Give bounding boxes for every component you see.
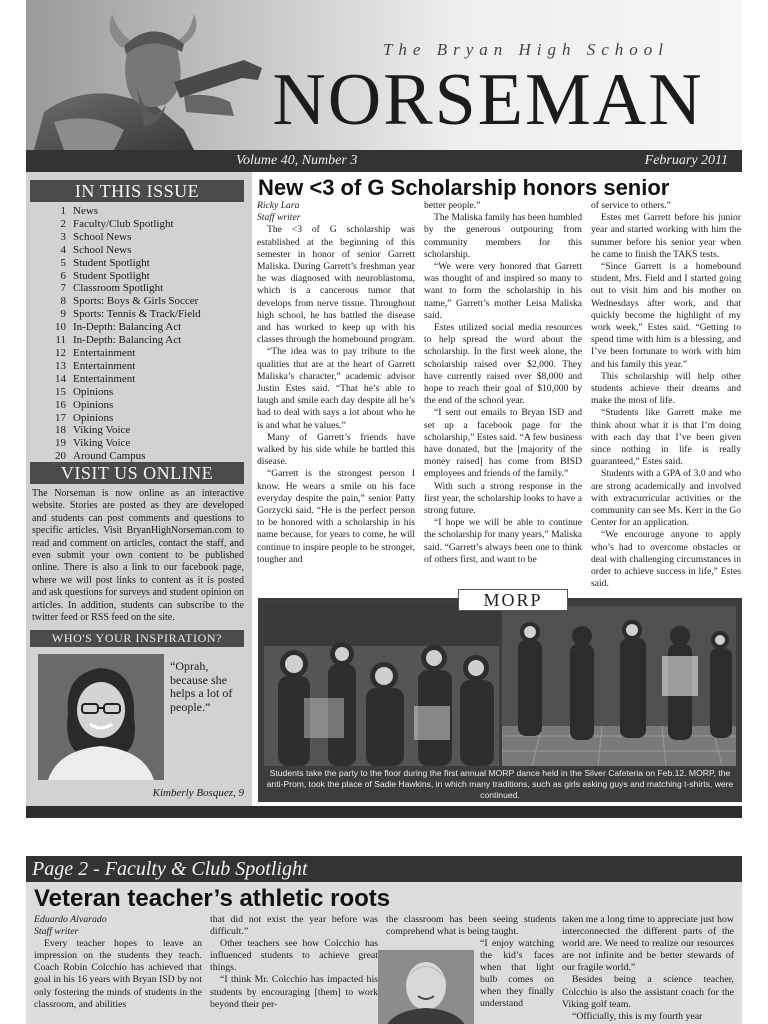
story-paragraph: With such a strong response in the first year, the scholarship looks to have a strong future. [424,480,582,517]
toc-item [46,399,246,412]
toc-label: In-Depth: Balancing Act [73,334,182,347]
toc-label: Student Spotlight [73,256,150,269]
toc-item [46,295,246,308]
toc-label: Entertainment [73,372,136,385]
story-paragraph: Estes met Garrett before his junior year and started working with him the summer before his senior year when he came to finish the TAKS tests. [591,212,741,260]
online-description: The Norseman is now online as an interactive website. Stories are posted as they are developed and students can post comments and questions to specific articles. Visit BryanHighNorseman.com to read and comment on articles, contact the staff, and even submit your own content to be published online. There is also a link to our facebook page, where we will post links to content as it is posted and ask questions for surveys and student opinion on articles. In addition, students can subscribe to the twitter feed or RSS feed on the site. [32,488,244,624]
toc-page-number: 10 [55,321,66,334]
story-paragraph: better people.” [424,200,481,211]
page-2-headline: Veteran teacher’s athletic roots [34,885,391,912]
coach-portrait-image [378,950,474,1024]
toc-page-number: 2 [60,217,66,230]
newspaper-name: NORSEMAN [272,59,704,141]
page-2-preview [26,856,742,1024]
morp-label: MORP [458,589,568,611]
toc-page-number: 16 [55,398,66,411]
viking-statue-image [34,12,264,150]
toc-label: Classroom Spotlight [73,282,164,295]
page-2-column-4 [562,914,734,1023]
page-2-column-2 [210,914,378,1011]
toc-item [46,360,246,373]
toc-label: Entertainment [73,359,136,372]
story-paragraph: Students with a GPA of 3.0 and who are strong academically and involved with extracurricular activities or the community can see Ms. Kerr in the Go Center for an application. [591,468,741,529]
story-author: Ricky Lara [257,200,300,211]
toc-label: School News [73,230,132,243]
toc-page-number: 12 [55,346,66,359]
toc-page-number: 7 [60,282,66,295]
page-2-column-3-text: the classroom has been seeing students comprehend what is being taught. [386,914,556,938]
toc-label: Viking Voice [73,437,131,450]
toc-item [46,437,246,450]
page-2-column-2-text-c: “I think Mr. Colcchio has impacted his students by encouraging [them] to work beyond their per- [210,974,378,1010]
masthead-kicker: The Bryan High School [382,40,670,59]
inspiration-heading: WHO'S YOUR INSPIRATION? [30,630,244,647]
toc-page-number: 5 [60,256,66,269]
story-author-role: Staff writer [257,212,301,224]
toc-page-number: 11 [55,334,66,347]
toc-page-number: 4 [60,243,66,256]
story-column-2-text [424,200,582,566]
front-page [26,0,742,818]
page-2-column-2-text-b: Other teachers see how Colcchio has influenced students to achieve great things. [210,938,378,974]
story-paragraph: The <3 of G scholarship was established at the beginning of this semester in honor of senior Garrett Maliska. During Garrett’s freshman year he was diagnosed with neuroblastoma, which is a cancerous tumor that develops from nerve tissue. Throughout high school, he has battled the disease and has worked to keep up with his classes through the homebound program. [257,224,415,346]
dance-photo-left [264,606,499,766]
story-paragraph: of service to others.” [591,200,671,211]
toc-label: In-Depth: Balancing Act [73,321,182,334]
story-paragraph: “I hope we will be able to continue the scholarship for many years,” Maliska said. “Garrett’s always been one to think of others first, and want to be [424,517,582,565]
toc-label: Viking Voice [73,424,131,437]
toc-item [46,424,246,437]
toc-page-number: 9 [60,308,66,321]
story-paragraph: “Students like Garrett make me think about what it is that I’m doing with each day that I’ve been given since nothing in life is really guaranteed,” Estes said. [591,407,741,468]
toc-page-number: 15 [55,385,66,398]
page-2-column-1-text: Every teacher hopes to leave an impression on the students they teach. Coach Robin Colcchio has achieved that goal in his 16 years with Bryan ISD by not only fostering the minds of students in the classroom, and abilities [34,938,202,1010]
toc-page-number: 3 [60,230,66,243]
toc-label: Sports: Boys & Girls Soccer [73,295,199,308]
toc-label: Sports: Tennis & Track/Field [73,308,201,321]
volume-number: Volume 40, Number 3 [236,153,358,168]
story-paragraph: “We were very honored that Garrett was thought of and inspired so many to want to form the scholarship in his name,” Garrett’s mother Leisa Maliska said. [424,261,582,321]
toc-page-number: 6 [60,269,66,282]
story-column-1-text [257,224,415,566]
story-paragraph: “I sent out emails to Bryan ISD and set up a facebook page for the scholarship,” Estes said. “A few business have donated, but the [majority of the money raised] has come from BISD employees and friends of the family.” [424,407,583,480]
in-this-issue-heading: IN THIS ISSUE [30,180,244,202]
dance-photo-right [502,606,736,766]
toc-item [46,244,246,257]
page-2-column-3 [386,914,556,938]
toc-item [46,334,246,347]
toc-page-number: 13 [55,359,66,372]
toc-item [46,386,246,399]
issue-date: February 2011 [644,153,728,168]
toc-item [46,347,246,360]
page-2-section-bar: Page 2 - Faculty & Club Spotlight [26,856,742,882]
toc-page-number: 14 [55,372,66,385]
toc-page-number: 1 [60,205,66,217]
toc-label: Student Spotlight [73,269,150,282]
toc-page-number: 18 [55,424,66,437]
story-paragraph: “Since Garrett is a homebound student, Mrs. Field and I started going out to visit him and his mother on Wednesdays after work, and that quickly become the highlight of my work week,” Estes said. “Getting to spend time with him is a blessing, and I’ve been fortunate to work with him and his family this year.” [591,261,741,370]
morp-caption: Students take the party to the floor during the first annual MORP dance held in the Silver Cafeteria on Feb.12. MORP, the anti-Prom, took the place of Sadie Hawkins, in which many traditions, such as girls asking guys and matching t-shirts, were continued. [266,768,734,800]
toc-label: Opinions [73,411,114,424]
page-bottom-rule [26,806,742,818]
story-headline: New <3 of G Scholarship honors senior [258,175,670,200]
toc-item [46,270,246,283]
toc-page-number: 8 [60,295,66,308]
table-of-contents [46,205,246,463]
toc-label: News [73,205,99,217]
toc-item [46,321,246,334]
story-paragraph: Many of Garrett’s friends have walked by his side while he battled this disease. [257,431,415,468]
student-portrait-image [38,654,164,780]
page-2-column-4-text-b: Besides being a science teacher, Colcchio is also the assistant coach for the Viking golf team. [562,974,734,1010]
story-paragraph: This scholarship will help other students achieve their dreams and make the most of life. [591,370,741,407]
masthead [26,0,742,150]
toc-page-number: 20 [55,450,66,463]
page-2-column-2-text-a: that did not exist the year before was difficult.” [210,914,378,938]
toc-page-number: 17 [55,411,66,424]
page-2-column-3-text-b: “I enjoy watching the kid’s faces when that light bulb comes on when they finally understand [480,938,554,1010]
page-2-column-4-text-c: “Officially, this is my fourth year [572,1010,703,1022]
inspiration-name: Kimberly Bosquez, 9 [152,787,244,799]
toc-label: School News [73,243,132,256]
story-column-3-text [591,200,741,591]
page-2-column-1 [34,914,202,1011]
story-paragraph: Estes utilized social media resources to help spread the word about the scholarship. In the first week alone, the scholarship raised over $2,000. They have currently raised over $8,000 and hope to reach their goal of $10,000 by the end of the school year. [424,322,582,407]
toc-item [46,218,246,231]
story-column-3 [591,200,741,591]
page-2-author-role: Staff writer [34,926,79,938]
toc-page-number: 19 [55,437,66,450]
story-paragraph: “We encourage anyone to apply who’s had to overcome obstacles or deal with challenging circumstances in order to achieve success in life,” Estes said. [591,529,741,590]
story-paragraph: “Garrett is the strongest person I know. He wears a smile on his face everyday despite the pain,” senior Patty Gorzycki said. “He is the perfect person to be honored with a scholarship in his name because, for years to come, he will continue to inspire people to be stronger, tougher and [257,468,415,565]
toc-label: Around Campus [73,450,146,463]
story-column-2 [424,200,582,566]
toc-item [46,205,246,218]
toc-item [46,308,246,321]
story-paragraph: “The idea was to pay tribute to the qualities that are at the heart of Garrett Maliska’s character,” academic advisor Justin Estes said. “That he’s able to laugh and smile each day despite all he’s had to deal with says a lot about who he is and what he values.” [257,346,415,431]
visit-online-heading: VISIT US ONLINE [30,462,244,484]
sidebar [26,172,252,810]
inspiration-quote: “Oprah, because she helps a lot of people.” [170,659,233,714]
toc-label: Opinions [73,385,114,398]
toc-item [46,231,246,244]
page-2-author: Eduardo Alvarado [34,914,107,925]
toc-item [46,412,246,425]
toc-item [46,282,246,295]
toc-label: Faculty/Club Spotlight [73,217,174,230]
volume-bar [26,150,742,172]
toc-label: Opinions [73,398,114,411]
story-paragraph: The Maliska family has been humbled by the generous outpouring from community members for this scholarship. [424,212,582,260]
story-column-1 [257,200,415,566]
page-2-column-4-text-a: taken me a long time to appreciate just how interconnected the different parts of the world are. We need to realize our resources are not infinite and be better stewards of our fragile world.” [562,914,734,974]
toc-item [46,257,246,270]
toc-label: Entertainment [73,346,136,359]
toc-item [46,373,246,386]
